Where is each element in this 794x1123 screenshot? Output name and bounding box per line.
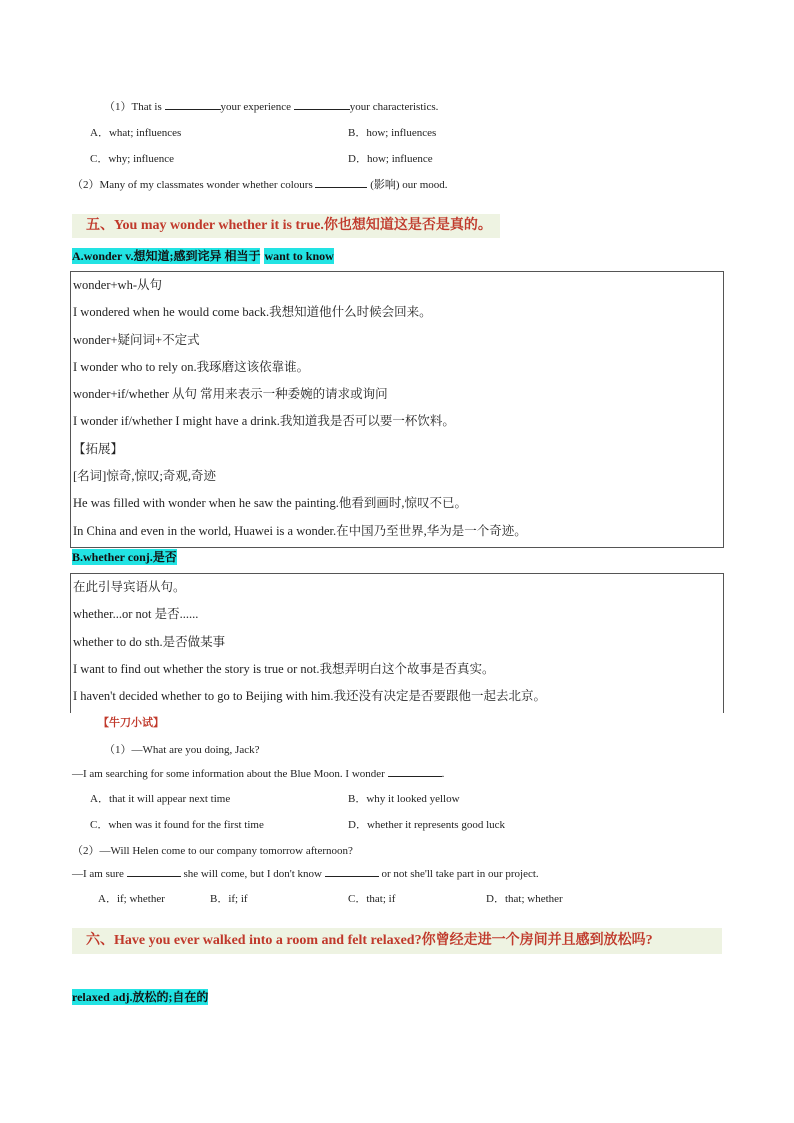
option-c[interactable]: C．why; influence — [90, 153, 175, 165]
option-a[interactable]: A．what; influences — [90, 127, 182, 139]
question-text: your experience — [220, 101, 294, 113]
practice-q1-line2 — [72, 766, 444, 780]
note-line: I haven't decided whether to go to Beijing with him.我还没有决定是否要跟他一起去北京。 — [73, 689, 547, 704]
question-text: or not she'll take part in our project. — [378, 868, 539, 880]
note-line: He was filled with wonder when he saw the painting.他看到画时,惊叹不已。 — [73, 496, 468, 511]
question-text: (影响) our mood. — [367, 179, 448, 191]
note-line: I wonder who to rely on.我琢磨这该依靠谁。 — [73, 359, 310, 374]
answer-blank[interactable] — [325, 866, 379, 877]
wonder-synonym: want to know — [264, 249, 334, 263]
practice-tag: 【牛刀小试】 — [98, 717, 164, 729]
note-line: [名词]惊奇,惊叹;奇观,奇迹 — [73, 469, 217, 484]
note-line: I wonder if/whether I might have a drink.我知道我是否可以要一杯饮料。 — [73, 414, 455, 429]
wonder-label — [72, 247, 334, 265]
answer-blank[interactable] — [294, 99, 350, 110]
option-d[interactable]: D．whether it represents good luck — [348, 819, 506, 831]
note-line: In China and even in the world, Huawei is a wonder.在中国乃至世界,华为是一个奇迹。 — [73, 523, 527, 538]
option-c[interactable]: C．when was it found for the first time — [90, 819, 264, 831]
question-number: （1） — [104, 101, 132, 113]
whether-notes-box — [70, 573, 724, 713]
option-c[interactable]: C．that; if — [348, 893, 396, 905]
answer-blank[interactable] — [315, 177, 367, 188]
wonder-definition: A.wonder v.想知道;感到诧异 相当于 — [72, 249, 261, 263]
exercise-q2-stem — [72, 176, 448, 192]
question-text: （2）Many of my classmates wonder whether colours — [72, 179, 316, 191]
option-d[interactable]: D．that; whether — [486, 893, 563, 905]
note-line: wonder+疑问词+不定式 — [73, 332, 200, 347]
note-line: whether...or not 是否...... — [73, 607, 199, 622]
answer-blank[interactable] — [127, 866, 181, 877]
question-text: That is — [131, 101, 165, 113]
wonder-notes-box — [70, 271, 724, 548]
exercise-q1-stem — [104, 98, 438, 114]
note-line: 在此引导宾语从句。 — [73, 580, 186, 594]
practice-q2-line1: （2）—Will Helen come to our company tomorrow afternoon? — [72, 845, 353, 857]
option-b[interactable]: B．how; influences — [348, 127, 437, 139]
note-line: wonder+if/whether 从句 常用来表示一种委婉的请求或询问 — [73, 387, 388, 402]
option-d[interactable]: D．how; influence — [348, 153, 433, 165]
question-text: your characteristics. — [349, 101, 439, 113]
relaxed-definition: relaxed adj.放松的;自在的 — [72, 990, 209, 1004]
option-b[interactable]: B．if; if — [210, 893, 248, 905]
practice-q1-line1: （1）—What are you doing, Jack? — [104, 744, 260, 756]
option-b[interactable]: B．why it looked yellow — [348, 793, 460, 805]
question-text: she will come, but I don't know — [180, 868, 325, 880]
answer-blank[interactable] — [388, 766, 442, 777]
whether-definition: B.whether conj.是否 — [72, 550, 177, 564]
note-line: 【拓展】 — [73, 441, 124, 456]
note-line: I want to find out whether the story is true or not.我想弄明白这个故事是否真实。 — [73, 661, 495, 676]
answer-blank[interactable] — [165, 99, 221, 110]
section-6-heading: 六、Have you ever walked into a room and felt relaxed?你曾经走进一个房间并且感到放松吗? — [72, 928, 722, 954]
option-a[interactable]: A．if; whether — [98, 893, 165, 905]
note-line: wonder+wh-从句 — [73, 278, 162, 292]
note-line: whether to do sth.是否做某事 — [73, 634, 226, 649]
question-text: —I am sure — [72, 868, 127, 880]
option-a[interactable]: A．that it will appear next time — [90, 793, 231, 805]
question-text: . — [441, 768, 445, 780]
relaxed-label — [72, 988, 208, 1006]
practice-q2-line2 — [72, 866, 539, 880]
note-line: I wondered when he would come back.我想知道他什么时候会回来。 — [73, 305, 432, 320]
whether-label — [72, 548, 177, 566]
section-5-heading: 五、You may wonder whether it is true.你也想知道这是否是真的。 — [72, 214, 500, 238]
question-text: —I am searching for some information about the Blue Moon. I wonder — [72, 768, 388, 780]
